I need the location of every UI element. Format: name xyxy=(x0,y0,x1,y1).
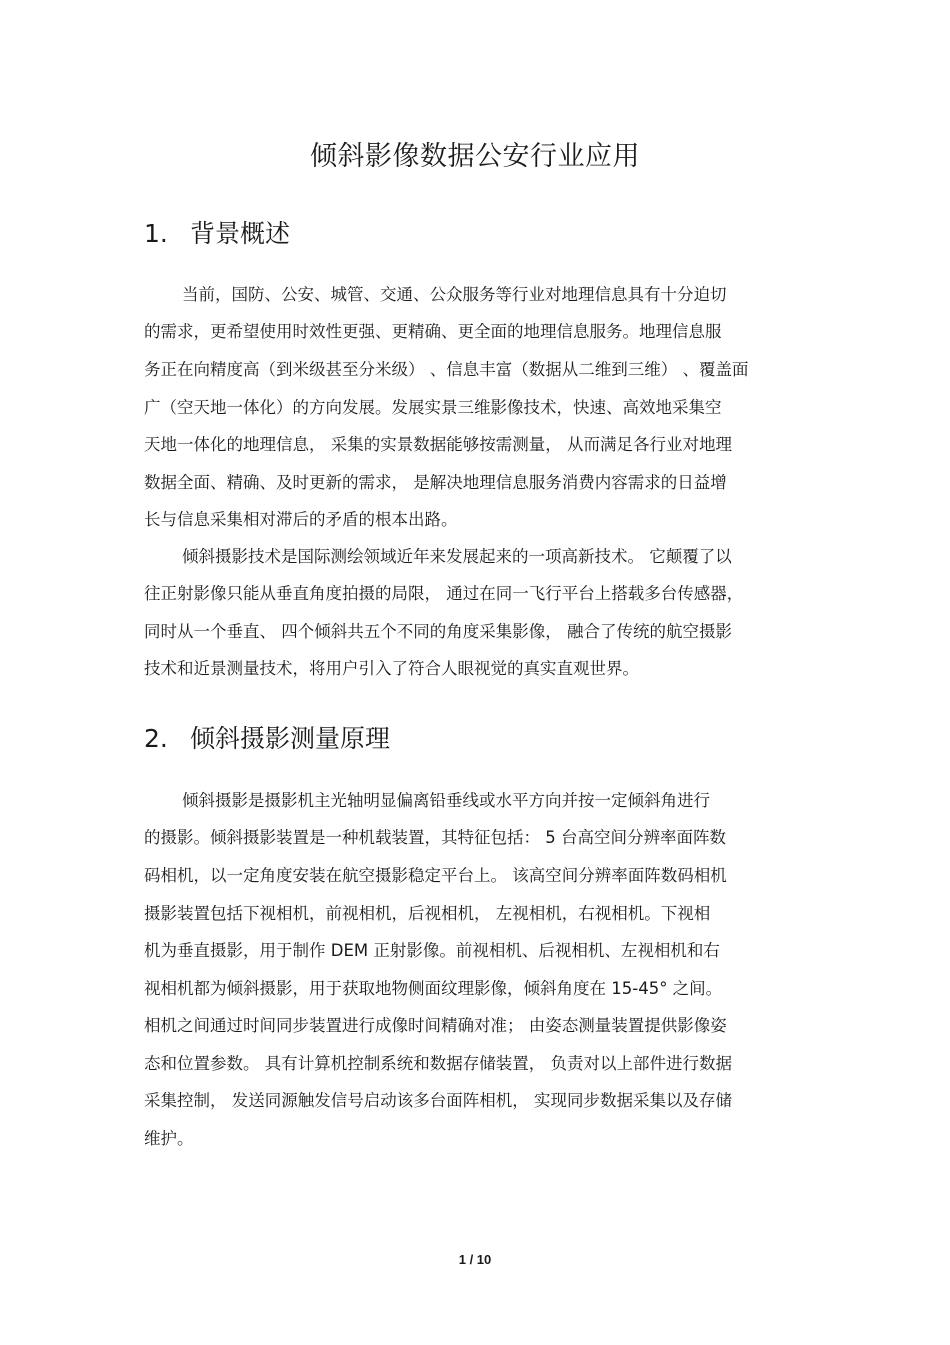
paragraph-line: 当前，国防、公安、城管、交通、公众服务等行业对地理信息具有十分迫切 xyxy=(182,285,727,304)
paragraph-line: 倾斜摄影是摄影机主光轴明显偏离铅垂线或水平方向并按一定倾斜角进行 xyxy=(182,791,710,810)
paragraph-line: 数据全面、精确、及时更新的需求， 是解决地理信息服务消费内容需求的日益增 xyxy=(144,473,727,492)
section-number: 2. xyxy=(144,724,168,753)
section-title: 背景概述 xyxy=(190,219,291,248)
paragraph-line: 同时从一个垂直、 四个倾斜共五个不同的角度采集影像， 融合了传统的航空摄影 xyxy=(144,622,732,641)
paragraph-line: 视相机都为倾斜摄影，用于获取地物侧面纹理影像，倾斜角度在 15-45° 之间。 xyxy=(144,979,723,998)
paragraph-background-1 xyxy=(144,284,808,529)
paragraph-line: 广（空天地一体化）的方向发展。发展实景三维影像技术，快速、高效地采集空 xyxy=(144,398,722,417)
paragraph-line: 机为垂直摄影，用于制作 DEM 正射影像。前视相机、后视相机、左视相机和右 xyxy=(144,941,720,960)
paragraph-principle-1 xyxy=(144,790,808,1150)
paragraph-line: 采集控制， 发送同源触发信号启动该多台面阵相机， 实现同步数据采集以及存储 xyxy=(144,1091,732,1110)
paragraph-line: 往正射影像只能从垂直角度拍摄的局限， 通过在同一飞行平台上搭载多台传感器， xyxy=(144,584,744,603)
document-title: 倾斜影像数据公安行业应用 xyxy=(310,141,640,172)
paragraph-line: 技术和近景测量技术，将用户引入了符合人眼视觉的真实直观世界。 xyxy=(144,659,639,678)
section-title: 倾斜摄影测量原理 xyxy=(190,724,391,753)
paragraph-line: 倾斜摄影技术是国际测绘领域近年来发展起来的一项高新技术。 它颠覆了以 xyxy=(182,547,732,566)
paragraph-background-2 xyxy=(144,546,808,686)
paragraph-line: 维护。 xyxy=(144,1129,194,1148)
paragraph-line: 码相机，以一定角度安装在航空摄影稳定平台上。 该高空间分辨率面阵数码相机 xyxy=(144,866,727,885)
page-number: 1 / 10 xyxy=(458,1252,492,1267)
paragraph-line: 长与信息采集相对滞后的矛盾的根本出路。 xyxy=(144,510,458,529)
section-heading-principle xyxy=(144,721,390,757)
section-number: 1. xyxy=(144,219,168,248)
paragraph-line: 的摄影。倾斜摄影装置是一种机载装置，其特征包括： 5 台高空间分辨率面阵数 xyxy=(144,828,726,847)
paragraph-line: 态和位置参数。 具有计算机控制系统和数据存储装置， 负责对以上部件进行数据 xyxy=(144,1054,732,1073)
paragraph-line: 相机之间通过时间同步装置进行成像时间精确对准； 由姿态测量装置提供影像姿 xyxy=(144,1016,727,1035)
paragraph-line: 摄影装置包括下视相机，前视相机，后视相机， 左视相机，右视相机。下视相 xyxy=(144,904,711,923)
paragraph-line: 的需求，更希望使用时效性更强、更精确、更全面的地理信息服务。地理信息服 xyxy=(144,322,722,341)
section-heading-background xyxy=(144,216,290,252)
paragraph-line: 天地一体化的地理信息， 采集的实景数据能够按需测量， 从而满足各行业对地理 xyxy=(144,435,732,454)
paragraph-line: 务正在向精度高（到米级甚至分米级） 、信息丰富（数据从二维到三维） 、覆盖面 xyxy=(144,360,749,379)
